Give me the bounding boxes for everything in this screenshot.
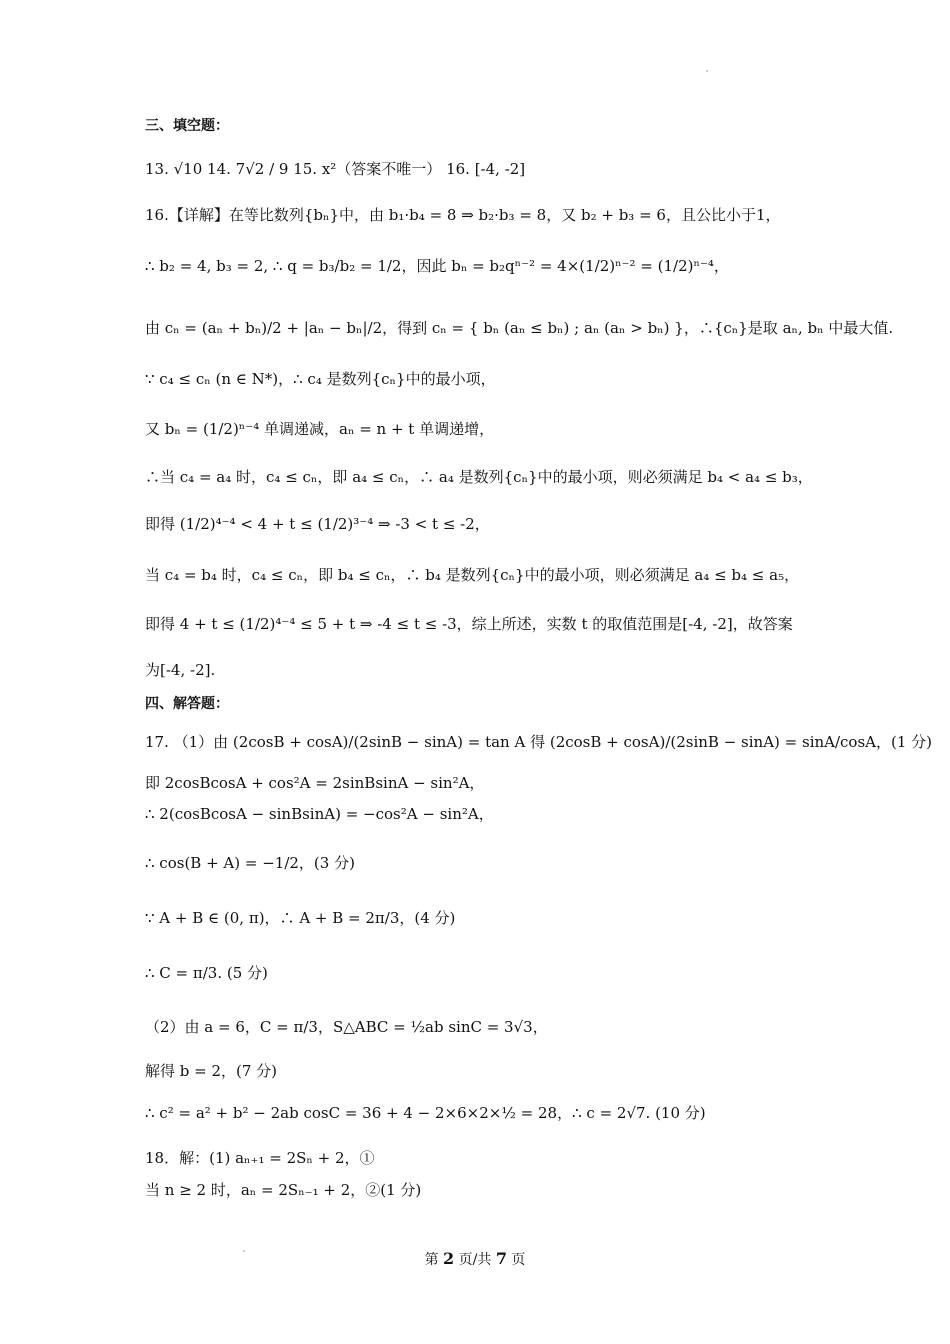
section-title-problems: 四、解答题： — [145, 696, 229, 712]
q16-line-4: ∵ c₄ ≤ cₙ (n ∈ N*)，∴ c₄ 是数列{cₙ}中的最小项， — [145, 370, 496, 388]
q17-line-7: （2）由 a = 6，C = π/3，S△ABC = ½ab sinC = 3√3， — [145, 1018, 548, 1036]
speck — [706, 70, 708, 72]
q16-line-7: 即得 (1/2)⁴⁻⁴ < 4 + t ≤ (1/2)³⁻⁴ ⇒ -3 < t ≤ -2， — [145, 515, 490, 533]
footer-page-number: 2 — [443, 1249, 455, 1268]
q17-line-2: 即 2cosBcosA + cos²A = 2sinBsinA − sin²A， — [145, 774, 485, 792]
q16-line-9: 即得 4 + t ≤ (1/2)⁴⁻⁴ ≤ 5 + t ⇒ -4 ≤ t ≤ -3，综上所述，实数 t 的取值范围是[-4, -2]，故答案 — [145, 615, 793, 633]
q17-line-6: ∴ C = π/3. (5 分) — [145, 964, 268, 982]
section-title-fill-in: 三、填空题： — [145, 118, 229, 134]
q17-line-5: ∵ A + B ∈ (0, π)，∴ A + B = 2π/3，(4 分) — [145, 909, 456, 927]
page-footer — [0, 1249, 950, 1269]
footer-middle: 页/共 — [458, 1252, 492, 1268]
q16-line-6: ∴当 c₄ = a₄ 时，c₄ ≤ cₙ，即 a₄ ≤ cₙ，∴ a₄ 是数列{cₙ}中的最小项，则必须满足 b₄ < a₄ ≤ b₃， — [145, 468, 813, 486]
q16-line-3: 由 cₙ = (aₙ + bₙ)/2 + |aₙ − bₙ|/2，得到 cₙ = { bₙ (aₙ ≤ bₙ) ; aₙ (aₙ > bₙ) }，∴{cₙ}是取 aₙ, bₙ 中最大值. — [145, 319, 894, 337]
q16-line-2: ∴ b₂ = 4, b₃ = 2, ∴ q = b₃/b₂ = 1/2，因此 bₙ = b₂qⁿ⁻² = 4×(1/2)ⁿ⁻² = (1/2)ⁿ⁻⁴， — [145, 257, 729, 275]
q17-line-3: ∴ 2(cosBcosA − sinBsinA) = −cos²A − sin²A， — [145, 805, 494, 823]
q17-line-9: ∴ c² = a² + b² − 2ab cosC = 36 + 4 − 2×6×2×½ = 28，∴ c = 2√7. (10 分) — [145, 1104, 706, 1122]
footer-total-pages: 7 — [495, 1249, 507, 1268]
q17-line-1: 17. （1）由 (2cosB + cosA)/(2sinB − sinA) = tan A 得 (2cosB + cosA)/(2sinB − sinA) = sinA/cosA，(1 分) — [145, 733, 933, 751]
footer-suffix: 页 — [511, 1252, 526, 1268]
q17-line-4: ∴ cos(B + A) = −1/2，(3 分) — [145, 854, 355, 872]
fill-in-answers: 13. √10 14. 7√2 / 9 15. x²（答案不唯一） 16. [-4, -2] — [145, 160, 526, 178]
q16-line-8: 当 c₄ = b₄ 时，c₄ ≤ cₙ，即 b₄ ≤ cₙ，∴ b₄ 是数列{cₙ}中的最小项，则必须满足 a₄ ≤ b₄ ≤ a₅， — [145, 566, 800, 584]
footer-prefix: 第 — [424, 1252, 439, 1268]
q16-line-10: 为[-4, -2]. — [145, 661, 216, 679]
q18-line-1: 18．解：(1) aₙ₊₁ = 2Sₙ + 2，① — [145, 1149, 375, 1167]
q17-line-8: 解得 b = 2，(7 分) — [145, 1062, 278, 1080]
q16-line-1: 16.【详解】在等比数列{bₙ}中，由 b₁·b₄ = 8 ⇒ b₂·b₃ = 8，又 b₂ + b₃ = 6，且公比小于1， — [145, 206, 781, 224]
q16-line-5: 又 bₙ = (1/2)ⁿ⁻⁴ 单调递减，aₙ = n + t 单调递增， — [145, 420, 495, 438]
q18-line-2: 当 n ≥ 2 时，aₙ = 2Sₙ₋₁ + 2，②(1 分) — [145, 1181, 422, 1199]
